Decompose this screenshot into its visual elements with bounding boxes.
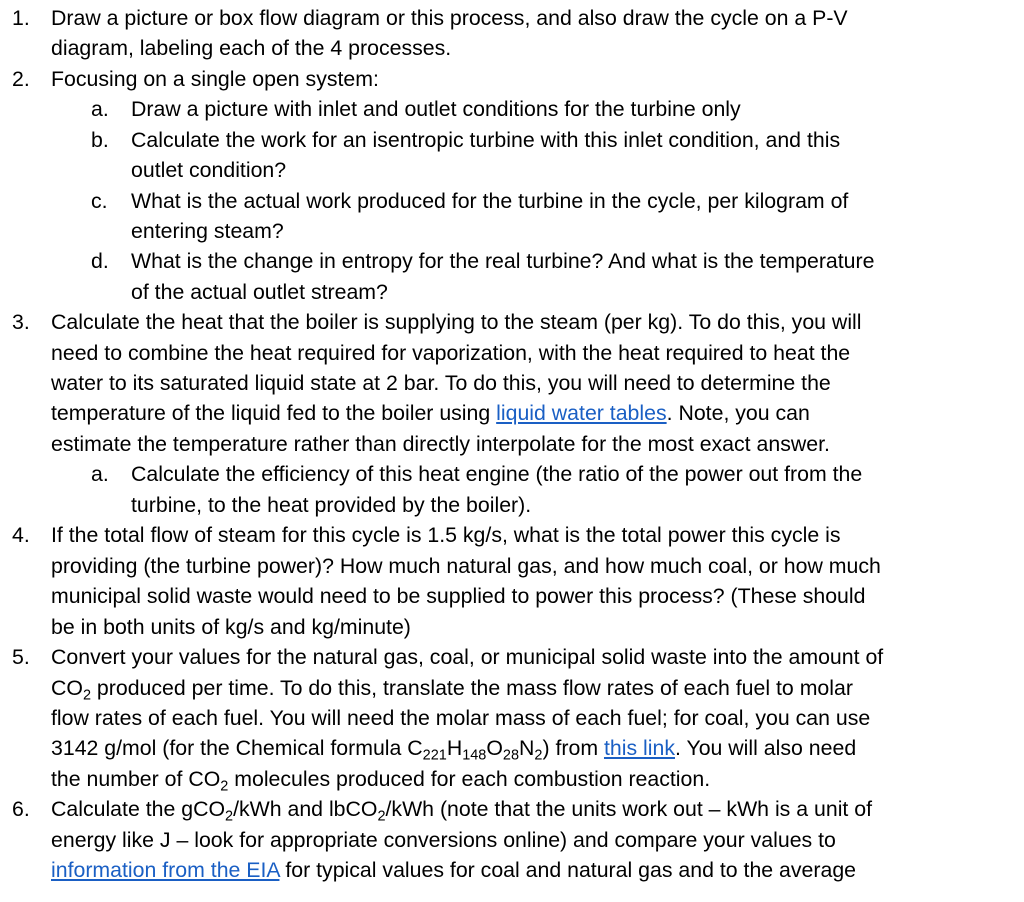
item-2-number: 2. — [12, 67, 30, 91]
item-2d-letter: d. — [91, 249, 109, 273]
item-3-line-4 — [51, 398, 810, 429]
item-5-line-5 — [51, 764, 710, 795]
item-3-line-1: Calculate the heat that the boiler is supplying to the steam (per kg). To do this, you will — [51, 310, 862, 334]
item-2a-line-1: Draw a picture with inlet and outlet conditions for the turbine only — [131, 97, 741, 121]
item-2c-line-1: What is the actual work produced for the turbine in the cycle, per kilogram of — [131, 189, 849, 213]
formula-o: O — [486, 736, 503, 760]
subscript: 2 — [82, 687, 91, 704]
item-5-number: 5. — [12, 645, 30, 669]
item-5-line-3: flow rates of each fuel. You will need the molar mass of each fuel; for coal, you can use — [51, 706, 871, 730]
item-5-line-1: Convert your values for the natural gas, coal, or municipal solid waste into the amount of — [51, 645, 884, 669]
item-1-line-2: diagram, labeling each of the 4 processes. — [51, 36, 452, 60]
item-1-number: 1. — [12, 6, 30, 30]
item-2b-line-2: outlet condition? — [131, 158, 287, 182]
item-5-line-2 — [51, 673, 853, 704]
item-3-line-2: need to combine the heat required for vaporization, with the heat required to heat the — [51, 341, 851, 365]
item-6-line-1-b: /kWh and lbCO — [233, 797, 378, 821]
item-5-line-5-rest: molecules produced for each combustion reaction. — [228, 767, 711, 791]
item-2d-line-1: What is the change in entropy for the real turbine? And what is the temperature — [131, 249, 875, 273]
item-4-line-3: municipal solid waste would need to be supplied to power this process? (These should — [51, 584, 866, 608]
item-6-line-1-c: /kWh (note that the units work out – kWh is a unit of — [385, 797, 873, 821]
item-6-number: 6. — [12, 797, 30, 821]
item-3a-line-2: turbine, to the heat provided by the boiler). — [131, 493, 532, 517]
item-3-number: 3. — [12, 310, 30, 334]
item-5-line-5-start: the number of CO — [51, 767, 221, 791]
item-1-line-1: Draw a picture or box flow diagram or this process, and also draw the cycle on a P-V — [51, 6, 848, 30]
co2-text: CO — [51, 676, 83, 700]
subscript: 148 — [462, 747, 487, 764]
subscript: 2 — [225, 808, 234, 825]
item-4-line-1: If the total flow of steam for this cycle is 1.5 kg/s, what is the total power this cycle is — [51, 523, 841, 547]
item-5-line-4-end: . You will also need — [675, 736, 857, 760]
item-3a-letter: a. — [91, 462, 109, 486]
item-2d-line-2: of the actual outlet stream? — [131, 280, 388, 304]
item-5-line-2-rest: produced per time. To do this, translate the mass flow rates of each fuel to molar — [91, 676, 853, 700]
item-4-number: 4. — [12, 523, 30, 547]
item-6-line-1 — [51, 794, 872, 825]
item-3-line-4-after: . Note, you can — [666, 401, 810, 425]
item-2b-letter: b. — [91, 128, 109, 152]
item-3-line-3: water to its saturated liquid state at 2 bar. To do this, you will need to determine the — [51, 371, 831, 395]
item-5-line-4-start: 3142 g/mol (for the Chemical formula C — [51, 736, 423, 760]
liquid-water-tables-link[interactable]: liquid water tables — [496, 401, 667, 425]
item-2-line-1: Focusing on a single open system: — [51, 67, 379, 91]
item-4-line-4: be in both units of kg/s and kg/minute) — [51, 615, 411, 639]
subscript: 2 — [377, 808, 386, 825]
subscript: 2 — [220, 778, 229, 795]
item-6-line-3 — [51, 855, 856, 886]
item-3-line-5: estimate the temperature rather than directly interpolate for the most exact answer. — [51, 432, 830, 456]
subscript: 221 — [422, 747, 447, 764]
item-2b-line-1: Calculate the work for an isentropic turbine with this inlet condition, and this — [131, 128, 841, 152]
subscript: 2 — [534, 747, 543, 764]
item-6-line-1-a: Calculate the gCO — [51, 797, 226, 821]
eia-information-link[interactable]: information from the EIA — [51, 858, 280, 882]
formula-h: H — [446, 736, 463, 760]
item-5-line-4-mid: ) from — [542, 736, 604, 760]
item-2c-line-2: entering steam? — [131, 219, 284, 243]
item-6-line-2: energy like J – look for appropriate conversions online) and compare your values to — [51, 828, 836, 852]
item-2a-letter: a. — [91, 97, 109, 121]
this-link[interactable]: this link — [603, 736, 675, 760]
item-5-line-4 — [51, 733, 856, 764]
subscript: 28 — [502, 747, 520, 764]
item-3a-line-1: Calculate the efficiency of this heat engine (the ratio of the power out from the — [131, 462, 863, 486]
item-3-line-4-before: temperature of the liquid fed to the boiler using — [51, 401, 497, 425]
formula-n: N — [519, 736, 535, 760]
item-4-line-2: providing (the turbine power)? How much natural gas, and how much coal, or how much — [51, 554, 881, 578]
item-6-line-3-rest: for typical values for coal and natural gas and to the average — [279, 858, 857, 882]
item-2c-letter: c. — [91, 189, 108, 213]
